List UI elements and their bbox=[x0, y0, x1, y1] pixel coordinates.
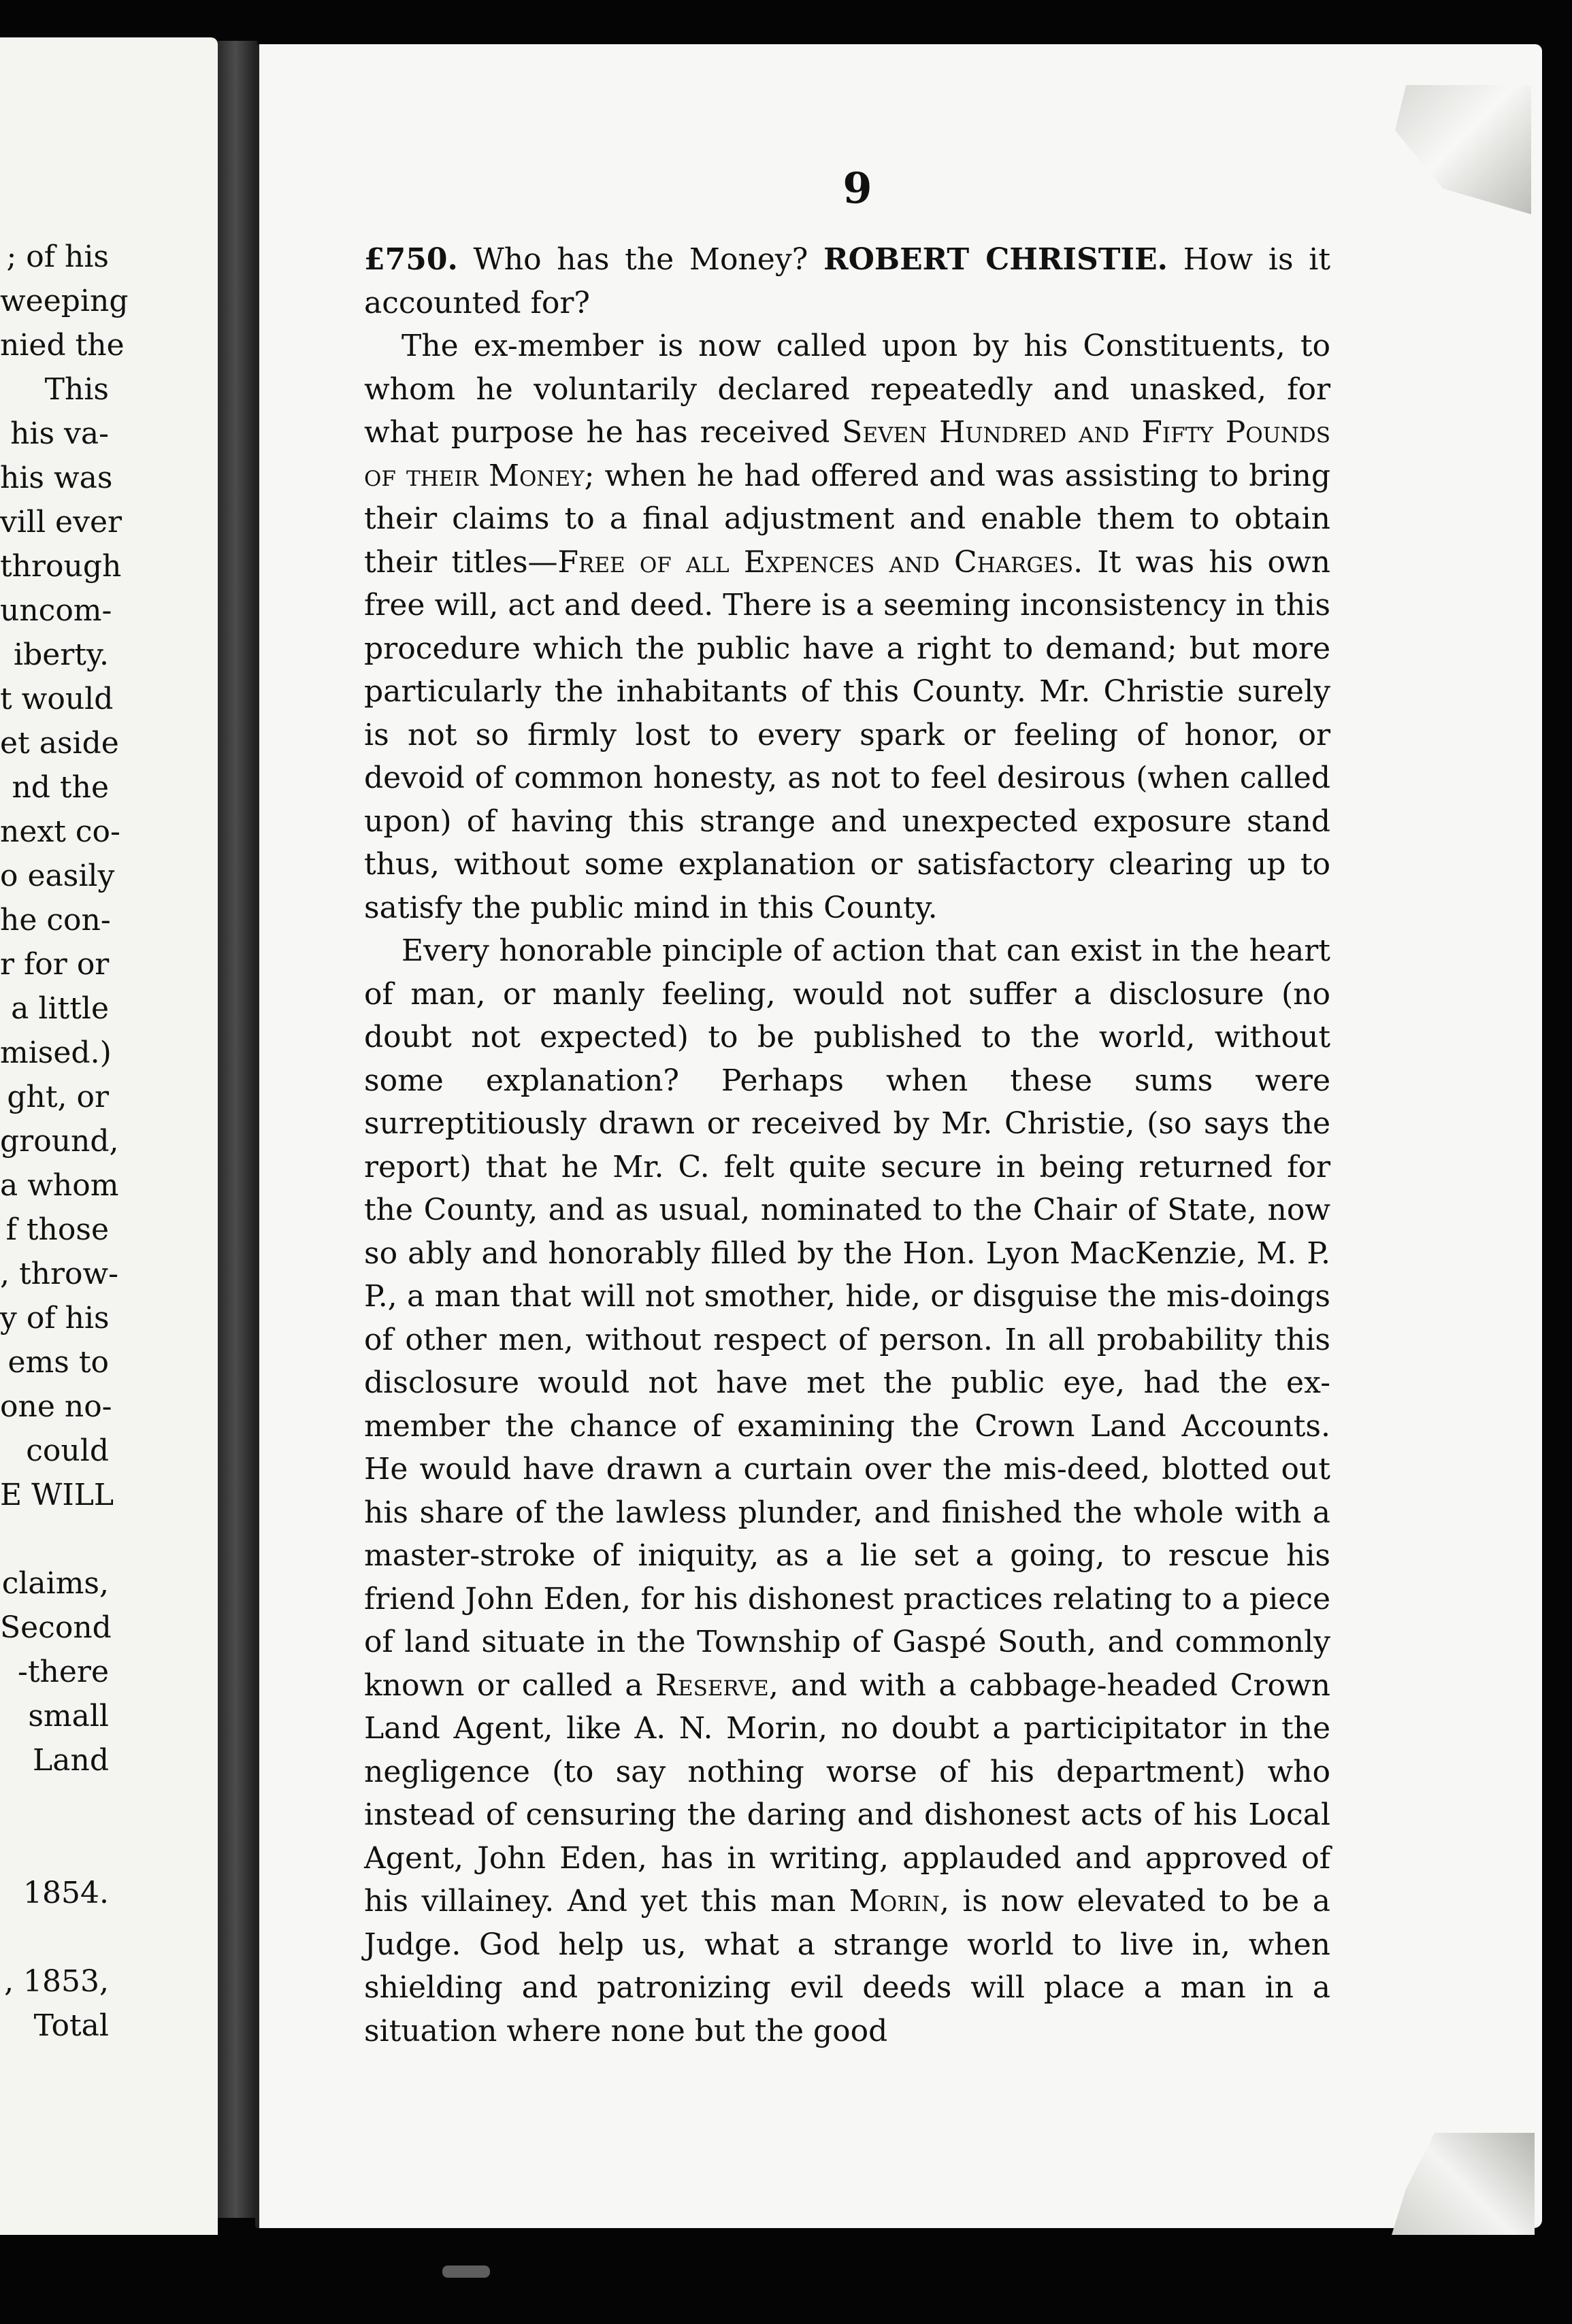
left-fragment-line: ground, bbox=[0, 1124, 119, 1159]
page-body bbox=[364, 238, 1330, 2053]
left-fragment-line: his va- bbox=[10, 416, 109, 451]
left-fragment-line: claims, bbox=[1, 1566, 109, 1601]
left-fragment-line bbox=[0, 1827, 109, 1871]
left-fragment-line: through bbox=[0, 549, 122, 584]
left-fragment-line: This bbox=[44, 372, 109, 407]
p2-text-3: . It was his own free will, act and deed. There is a seeming inconsistency in this procedure which the public have a right to demand; but more particularly the inhabitants of this County. Mr. Christie surely is not so firmly lost to every spark or feeling of honor, or devoid of common honesty, as not to feel desirous (when called upon) of having this strange and unexpected exposure stand thus, without some explanation or satisfactory clearing up to satisfy the public mind in this County. bbox=[364, 544, 1331, 925]
left-fragment-line: his was bbox=[0, 461, 113, 495]
name-robert-christie: ROBERT CHRISTIE. bbox=[823, 242, 1168, 277]
p3-smallcaps-2: Morin bbox=[849, 1884, 940, 1919]
left-fragment-line: next co- bbox=[0, 814, 120, 849]
p3-text-2: , and with a cabbage-headed Crown Land Agent, like A. N. Morin, no doubt a participitator in the negligence (to say nothing worse of his department) who instead of censuring the daring and dishonest acts of his Local Agent, John Eden, has in writing, applauded and approved of his villainey. And yet this man bbox=[364, 1667, 1331, 1919]
left-fragment-line: -there bbox=[18, 1655, 109, 1689]
p2-smallcaps-2: Free of all Expences and Charges bbox=[557, 544, 1074, 580]
amount: £750. bbox=[364, 242, 458, 277]
left-fragment-line: nied the bbox=[0, 328, 125, 363]
left-fragment-line: mised.) bbox=[0, 1035, 112, 1070]
scan-smudge bbox=[442, 2265, 490, 2278]
left-fragment-line: f those bbox=[5, 1212, 109, 1247]
p3-text-3: , is now elevated to be a Judge. God help us, what a strange world to live in, when shielding and patronizing evil deeds will place a man in a situation where none but the good bbox=[364, 1884, 1330, 2048]
left-fragment-line: 1854. bbox=[23, 1876, 109, 1910]
left-fragment-line: , 1853, bbox=[4, 1964, 109, 1999]
left-fragment-line bbox=[0, 1782, 109, 1827]
p1-text-1: Who has the Money? bbox=[457, 242, 824, 277]
left-fragment-line: ; of his bbox=[6, 239, 109, 274]
paragraph-2 bbox=[364, 325, 1330, 929]
left-fragment-line: nd the bbox=[12, 770, 109, 805]
p2-smallcaps-1: Seven Hundred and Fifty Pounds of their Money bbox=[364, 415, 1330, 493]
left-fragment-line: a little bbox=[11, 991, 109, 1026]
p3-text-1: Every honorable pinciple of action that can exist in the heart of man, or manly feeling, would not suffer a disclosure (no doubt not expected) to be published to the world, without some explanation? Perhaps when these sums were surreptitiously drawn or received by Mr. Christie, (so says the report) that he Mr. C. felt quite secure in being returned for the County, and as usual, nominated to the Chair of State, now so ably and honorably filled by the Hon. Lyon MacKenzie, M. P. P., a man that will not smother, hide, or disguise the mis-doings of other men, without respect of person. In all probability this disclosure would not have met the public eye, had the ex-member the chance of examining the Crown Land Accounts. He would have drawn a curtain over the mis-deed, blotted out his share of the lawless plunder, and finished the whole with a master-stroke of iniquity, as a lie set a going, to rescue his friend John Eden, for his dishonest practices relating to a piece of land situate in the Township of Gaspé South, and commonly known or called a bbox=[364, 933, 1330, 1703]
paragraph-1 bbox=[364, 238, 1330, 325]
left-fragment-line: Total bbox=[33, 2008, 109, 2043]
left-fragment-line: a whom bbox=[0, 1168, 119, 1203]
p2-text-1: The ex-member is now called upon by his Constituents, to whom he voluntarily declared repeatedly and unasked, for what purpose he has received bbox=[364, 329, 1330, 450]
left-fragment-line: y of his bbox=[0, 1301, 110, 1335]
left-fragment-line: one no- bbox=[0, 1389, 112, 1424]
p2-text-2: ; when he had offered and was assisting to bring their claims to a final adjustment and enable them to obtain their titles— bbox=[364, 458, 1330, 580]
left-fragment-line: ght, or bbox=[7, 1080, 109, 1114]
p1-text-2: How is it accounted for? bbox=[364, 242, 1331, 320]
left-fragment-line: E WILL bbox=[0, 1478, 114, 1512]
left-fragment-line: t would bbox=[0, 682, 114, 716]
left-fragment-line: ems to bbox=[7, 1345, 109, 1380]
paragraph-3 bbox=[364, 929, 1330, 2053]
left-fragment-line: small bbox=[28, 1699, 109, 1733]
left-fragment-line: vill ever bbox=[0, 505, 122, 540]
left-fragment-line: , throw- bbox=[0, 1257, 119, 1291]
left-fragment-line: o easily bbox=[0, 859, 115, 893]
left-page-text-fragments bbox=[0, 235, 129, 2048]
left-fragment-line: iberty. bbox=[14, 637, 109, 672]
left-fragment-line: could bbox=[26, 1433, 109, 1468]
left-fragment-line: r for or bbox=[0, 947, 110, 982]
left-fragment-line: et aside bbox=[0, 726, 119, 761]
left-fragment-line: uncom- bbox=[0, 593, 112, 628]
left-fragment-line bbox=[0, 1517, 109, 1561]
left-fragment-line: Land bbox=[33, 1743, 109, 1778]
book-gutter bbox=[218, 41, 257, 2218]
p3-smallcaps-1: Reserve bbox=[655, 1667, 769, 1703]
page-number: 9 bbox=[842, 163, 872, 213]
left-fragment-line: weeping bbox=[0, 284, 129, 318]
left-fragment-line: he con- bbox=[0, 903, 111, 937]
left-fragment-line: Second bbox=[0, 1610, 112, 1645]
left-fragment-line bbox=[0, 1915, 109, 1959]
